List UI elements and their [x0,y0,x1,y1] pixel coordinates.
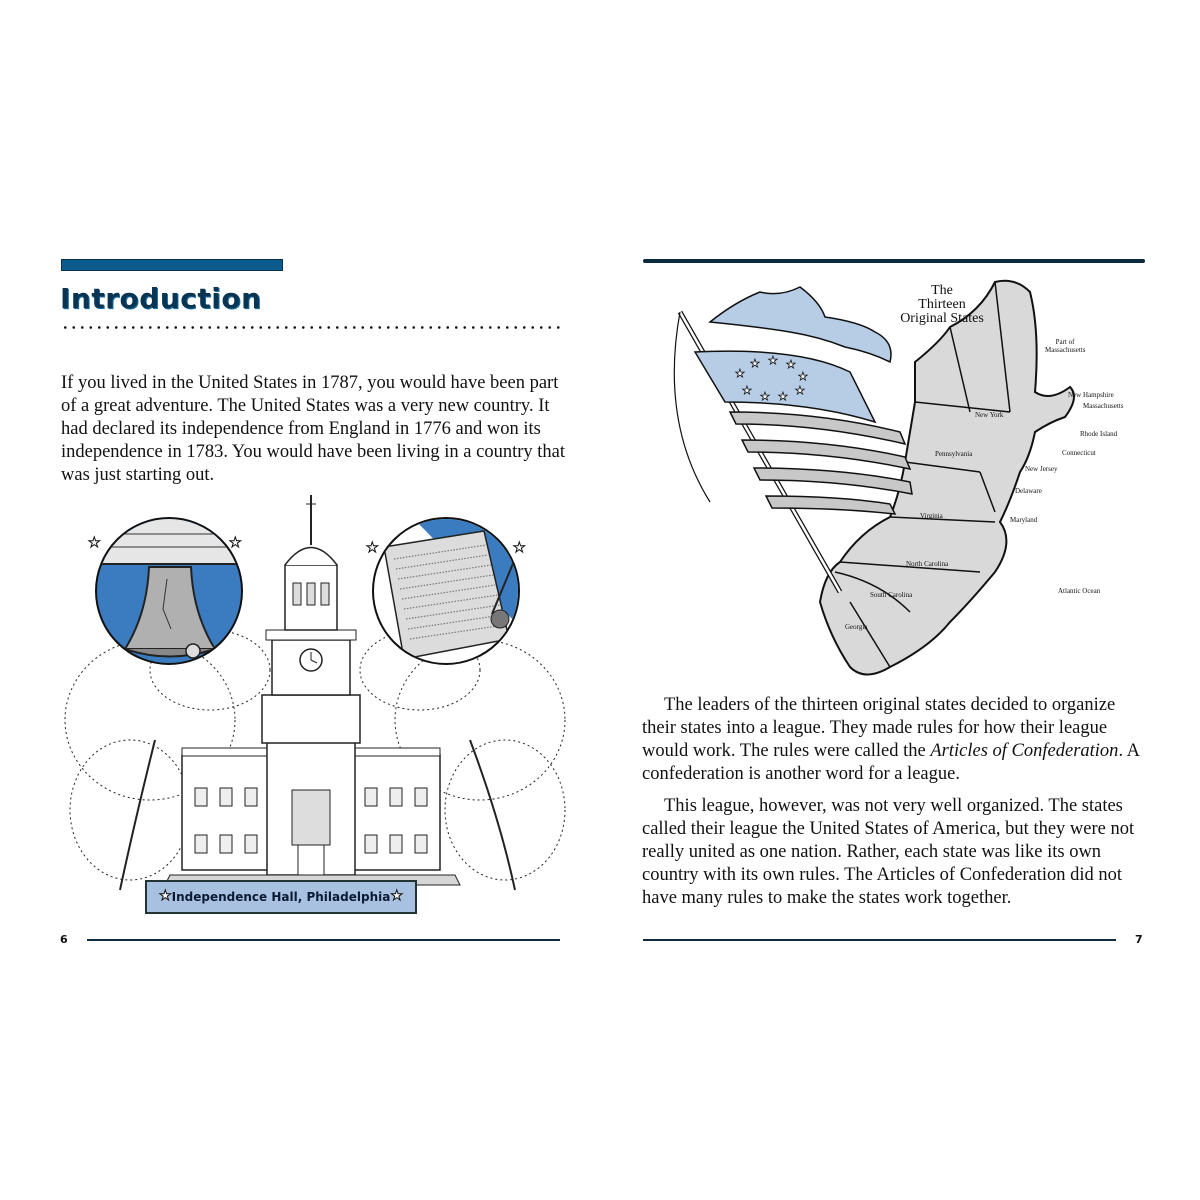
svg-text:★: ★ [798,371,808,383]
map-title-line: Original States [900,311,984,326]
banner-label: Independence Hall, Philadelphia [171,890,391,904]
map-label-new-hampshire: New Hampshire [1068,391,1114,399]
svg-text:★: ★ [778,391,788,403]
svg-text:★: ★ [786,359,796,371]
paragraph-league: This league, however, was not very well organized. The states called their league the United States of America, but they were not really united as one nation. Rather, each state was like its own country with its own rules. The Articles of Confederation did not have many rules to make the states work together. [642,796,1135,908]
star-icon: ★ [390,888,403,904]
map-label-delaware: Delaware [1015,487,1042,495]
map-title [872,284,1012,326]
star-icon: ★ [366,541,379,556]
svg-text:★: ★ [768,355,778,367]
svg-text:★: ★ [750,358,760,370]
map-label-atlantic-ocean: Atlantic Ocean [1058,587,1101,595]
map-title-line: Thirteen [918,297,966,312]
star-icon: ★ [159,888,172,904]
paragraph-articles [642,694,1147,786]
map-label-rhode-island: Rhode Island [1080,430,1118,438]
map-label-connecticut: Connecticut [1062,449,1096,457]
liberty-bell-icon [97,519,243,665]
map-label-georgia: Georgia [845,623,868,631]
map-label-massachusetts: Massachusetts [1083,402,1124,410]
illustration-banner [145,880,417,914]
declaration-medallion [372,517,520,665]
svg-text:★: ★ [795,385,805,397]
svg-text:★: ★ [735,368,745,380]
star-icon: ★ [229,536,242,551]
svg-text:★: ★ [742,385,752,397]
map-label-virginia: Virginia [920,512,943,520]
map-label-south-carolina: South Carolina [870,591,913,599]
map-label-new-york: New York [975,411,1004,419]
heading-accent-bar [61,259,283,271]
paragraph-text: . A confederation is another word for a league. [642,741,1140,784]
page-number: 6 [60,933,68,946]
map-title-line: The [931,283,953,298]
paragraph-text: The leaders of the thirteen original states decided to organize their states into a league. They made rules for how their league would work. The rules were called the [642,695,1116,761]
paragraph-emphasis: Articles of Confederation [930,741,1119,761]
map-label-maryland: Maryland [1010,516,1038,524]
map-label-pennsylvania: Pennsylvania [935,450,973,458]
footer-rule [643,939,1116,941]
dotted-divider [61,326,561,329]
right-body [642,694,1147,919]
star-icon: ★ [513,541,526,556]
map-label-maine: Part of Massachusetts [1045,338,1086,354]
map-label-new-jersey: New Jersey [1025,465,1058,473]
footer-rule [87,939,560,941]
declaration-document-icon [374,519,520,665]
page-title: Introduction [60,282,262,315]
svg-text:★: ★ [760,391,770,403]
thirteen-states-map [650,272,1150,687]
intro-paragraph: If you lived in the United States in 1787, you would have been part of a great adventure. The United States was a very new country. It had declared its independence from England in 1776 and won its independence in 1783. You would have been living in a country that was just starting out. [61,373,566,485]
liberty-bell-medallion [95,517,243,665]
page-number: 7 [1135,933,1143,946]
map-label-north-carolina: North Carolina [906,560,949,568]
top-rule [643,259,1145,263]
star-icon: ★ [88,536,101,551]
